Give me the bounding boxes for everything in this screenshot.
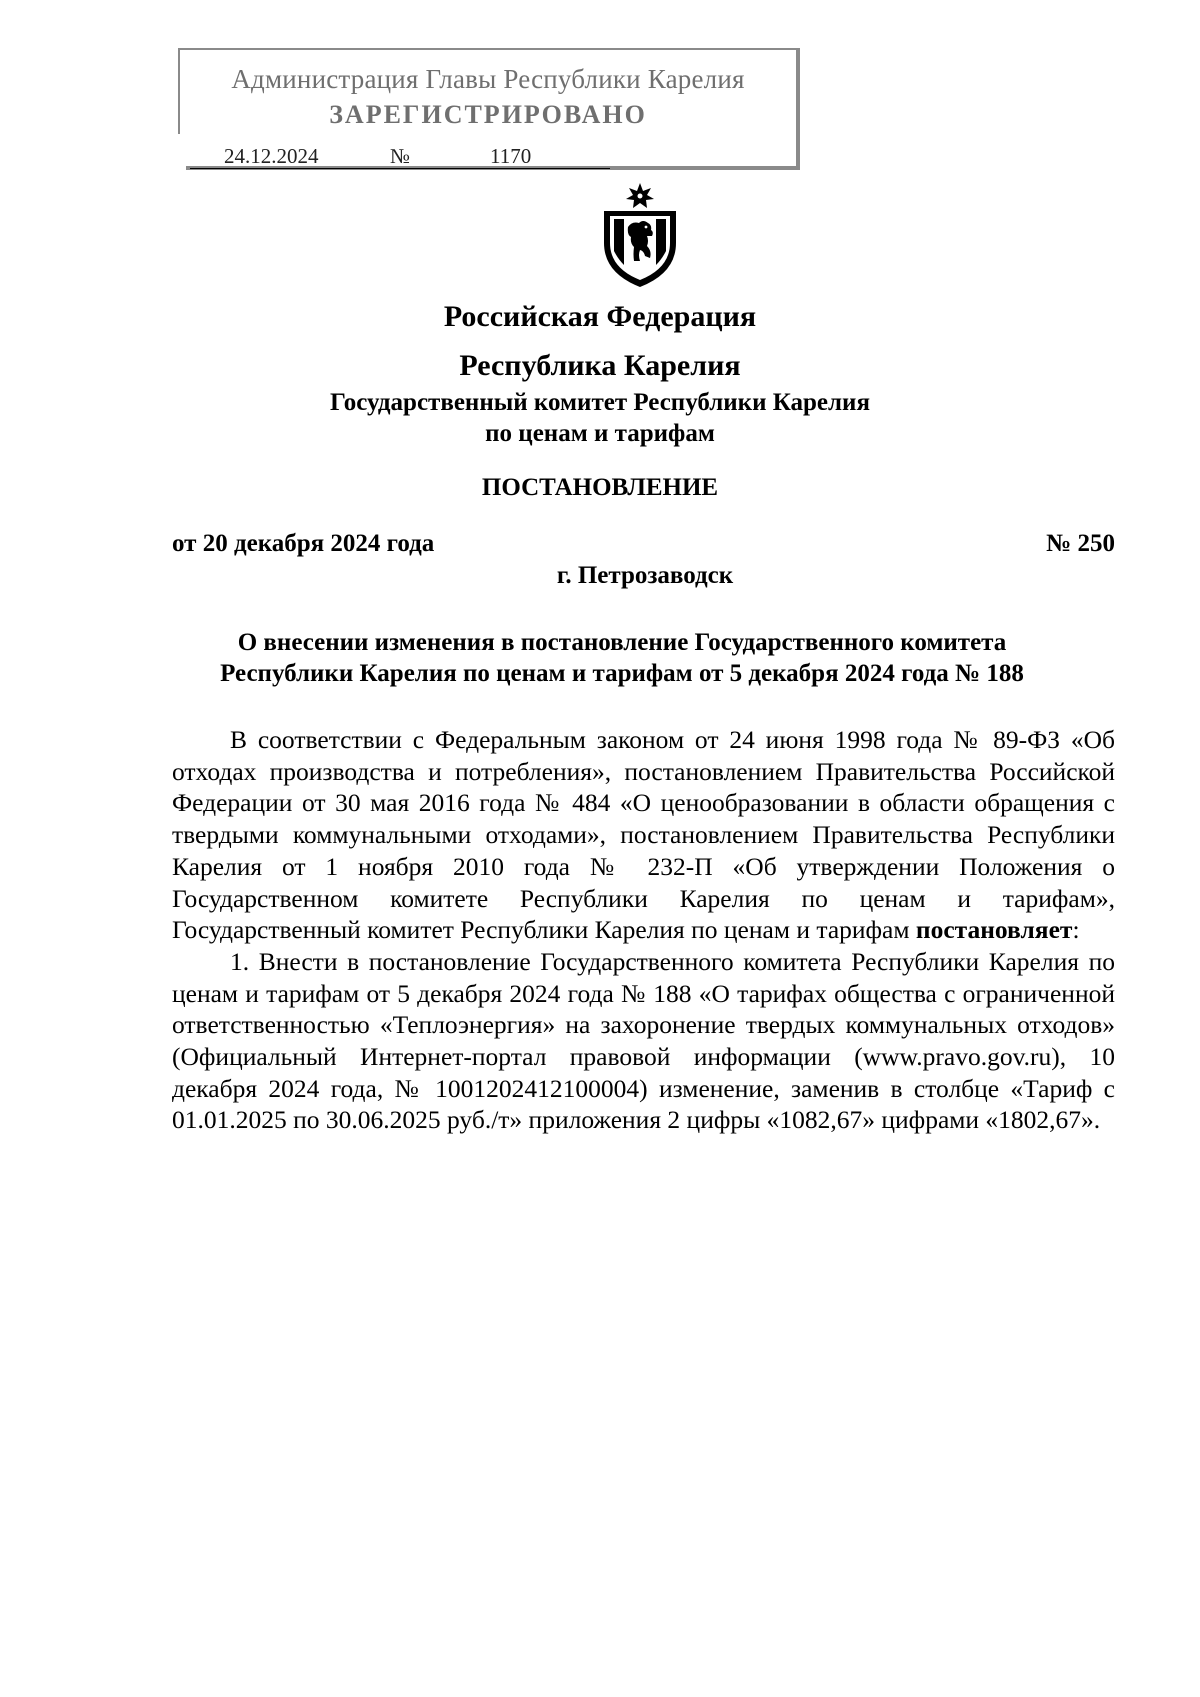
document-number: № 250	[1046, 530, 1115, 557]
stamp-number: 1170	[490, 144, 532, 168]
stamp-registration-line	[190, 144, 610, 169]
registration-stamp	[178, 48, 800, 170]
document-type: ПОСТАНОВЛЕНИЕ	[481, 474, 719, 501]
header-committee-line2: по ценам и тарифам	[485, 420, 715, 447]
subject-line-2: Республики Карелия по ценам и тарифам от 5 декабря 2024 года № 188	[220, 660, 1024, 687]
stamp-organization: Администрация Главы Республики Карелия	[231, 64, 745, 94]
document-date: от 20 декабря 2024 года	[172, 530, 435, 557]
body-paragraph-1-end: :	[1072, 915, 1080, 945]
subject-line-1: О внесении изменения в постановление Государственного комитета	[237, 629, 1007, 656]
document-city: г. Петрозаводск	[556, 562, 734, 589]
document-subject	[150, 627, 1094, 689]
stamp-number-sign: №	[390, 144, 411, 168]
header-republic: Республика Карелия	[459, 349, 741, 382]
stamp-date: 24.12.2024	[224, 144, 319, 168]
body-paragraph-1	[172, 724, 1115, 946]
header-committee: Государственный комитет Республики Карелия	[330, 389, 870, 416]
stamp-border-gap	[176, 134, 186, 174]
body-paragraph-1-text: В соответствии с Федеральным законом от 24 июня 1998 года № 89-ФЗ «Об отходах производства и потребления», постановлением Правительства Российской Федерации от 30 мая 2016 года № 484 «О ценообразовании в области обращения с твердыми коммунальными отходами», постановлением Правительства Республики Карелия от 1 ноября 2010 года № 232-П «Об утверждении Положения о Государственном комитете Республики Карелия по ценам и тарифам», Государственный комитет Республики Карелия по ценам и тарифам	[172, 725, 1115, 945]
body-resolves-word: постановляет	[915, 915, 1073, 945]
document-body	[172, 724, 1115, 1136]
coat-of-arms-icon	[596, 181, 684, 289]
body-paragraph-2: 1. Внести в постановление Государственного комитета Республики Карелия по ценам и тарифам от 5 декабря 2024 года № 188 «О тарифах общества с ограниченной ответственностью «Теплоэнергия» на захоронение твердых коммунальных отходов» (Официальный Интернет-портал правовой информации (www.pravo.gov.ru), 10 декабря 2024 года, № 1001202412100004) изменение, заменив в столбце «Тариф с 01.01.2025 по 30.06.2025 руб./т» приложения 2 цифры «1082,67» цифрами «1802,67».	[172, 946, 1115, 1135]
header-federation: Российская Федерация	[443, 300, 757, 333]
stamp-status: ЗАРЕГИСТРИРОВАНО	[329, 100, 647, 129]
